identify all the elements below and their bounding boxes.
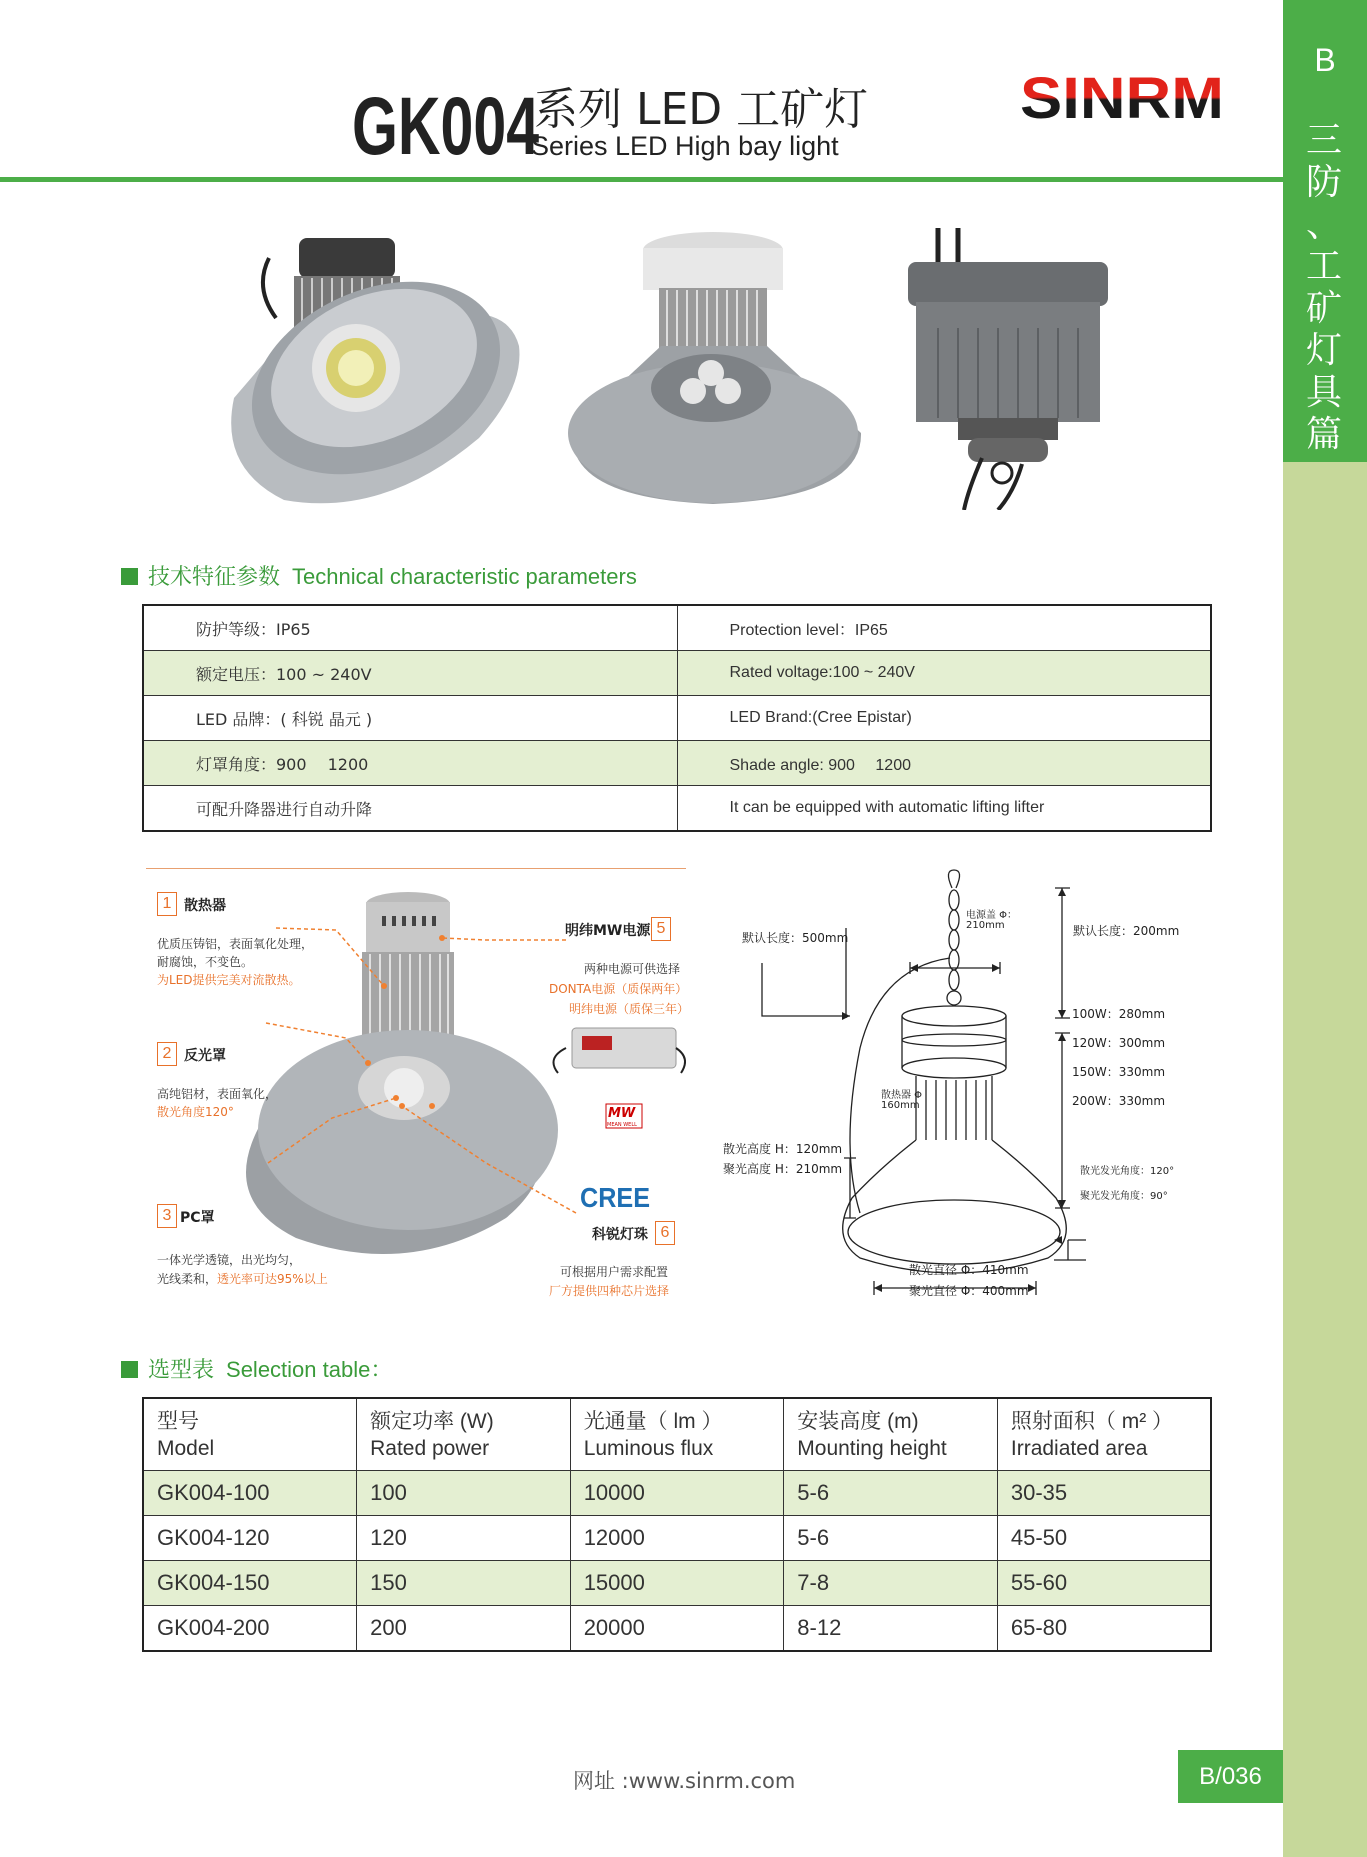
chapter-char: 矿 [1305,288,1344,329]
feature-title: 科锐灯珠 [592,1227,648,1243]
dim-label: 210mm [966,920,1005,931]
section-title-cn: 技术特征参数 [148,565,281,590]
table-cell: 15000 [570,1561,784,1606]
title-cn: 系列 LED 工矿灯 [534,84,869,135]
feature-desc: 高纯铝材，表面氧化， [157,1087,278,1101]
dim-label: 默认长度：500mm [742,931,849,945]
section-title-selection [121,1353,392,1384]
dim-label: 100W：280mm [1072,1007,1166,1021]
dim-label: 150W：330mm [1072,1065,1166,1079]
table-cell: GK004-100 [143,1471,357,1516]
dim-label: 散热器 Φ [881,1090,923,1101]
feature-title: 散热器 [184,898,226,914]
dim-label: 散光高度 H：120mm [723,1142,843,1156]
selection-table [142,1397,1212,1652]
section-title-cn: 选型表 [148,1358,215,1383]
tech-cell-en: Rated voltage:100 ~ 240V [677,651,1211,696]
feature-desc: 厂方提供四种芯片选择 [549,1284,670,1298]
chapter-char: 灯 [1305,330,1344,371]
column-header: 光通量（ lm ） Luminous flux [570,1398,784,1471]
section-title-tech [121,560,637,591]
feature-desc: 两种电源可供选择 [584,962,681,976]
title-en: Series LED High bay light [531,131,839,161]
feature-desc: 耐腐蚀，不变色。 [157,955,254,969]
tech-row [143,741,1211,786]
section-title-en: Selection table： [226,1357,393,1382]
feature-number: 5 [651,917,671,941]
feature-desc: DONTA电源（质保两年） [549,982,688,996]
table-row [143,1561,1211,1606]
feature-desc: 光线柔和，透光率可达95%以上 [157,1272,328,1286]
table-cell: 45-50 [997,1516,1211,1561]
dim-label: 散光直径 Φ：410mm [909,1263,1029,1277]
column-header: 照射面积（ m² ） Irradiated area [997,1398,1211,1471]
dim-label: 120W：300mm [1072,1036,1166,1050]
feature-desc: 一体光学透镜，出光均匀， [157,1253,302,1267]
table-cell: 10000 [570,1471,784,1516]
feature-desc: 为LED提供完美对流散热。 [157,973,301,987]
dim-label: 200W：330mm [1072,1094,1166,1108]
square-bullet-icon [121,1361,138,1378]
table-row [143,1516,1211,1561]
feature-number: 1 [157,892,177,916]
table-cell: GK004-120 [143,1516,357,1561]
logo-text: SINRM [1020,70,1224,126]
table-cell: 5-6 [784,1516,998,1561]
feature-title: 明纬MW电源 [565,923,651,939]
tech-row [143,786,1211,832]
square-bullet-icon [121,568,138,585]
tech-cell-cn: 可配升降器进行自动升降 [143,786,677,832]
header-rule [0,177,1283,182]
chapter-char: 篇 [1305,414,1344,455]
chapter-char: 具 [1305,372,1344,413]
feature-number: 2 [157,1042,177,1066]
chapter-title [1283,120,1367,456]
column-header: 型号 Model [143,1398,357,1471]
meanwell-logo: MW [608,1106,636,1121]
table-cell: 20000 [570,1606,784,1652]
product-photo-3 [898,228,1114,510]
tech-row [143,651,1211,696]
feature-desc: 散光角度120° [157,1105,234,1119]
feature-title: 反光罩 [184,1048,226,1064]
table-cell: 100 [357,1471,571,1516]
feature-desc: 可根据用户需求配置 [560,1265,669,1279]
section-title-en: Technical characteristic parameters [292,564,637,589]
tech-cell-en: LED Brand:(Cree Epistar) [677,696,1211,741]
cree-logo: CREE [580,1182,651,1213]
tech-cell-cn: LED 品牌：( 科锐 晶元 ) [143,696,677,741]
table-cell: 30-35 [997,1471,1211,1516]
table-cell: GK004-150 [143,1561,357,1606]
feature-desc: 优质压铸铝，表面氧化处理， [157,937,314,951]
table-cell: 120 [357,1516,571,1561]
feature-desc: 明纬电源（质保三年） [569,1002,690,1016]
model-title: GK004 [352,81,540,172]
table-cell: 7-8 [784,1561,998,1606]
website-url: 网址 :www.sinrm.com [573,1769,796,1793]
table-cell: GK004-200 [143,1606,357,1652]
dim-label: 聚光直径 Φ：400mm [909,1284,1029,1298]
chapter-tab [1283,0,1367,462]
product-photo-1 [214,228,534,510]
tech-table [142,604,1212,832]
table-cell: 150 [357,1561,571,1606]
feature-number: 3 [157,1204,177,1228]
table-cell: 5-6 [784,1471,998,1516]
chapter-char: 三 [1305,120,1344,161]
chapter-char: 防 [1305,162,1344,203]
feature-title: PC罩 [180,1210,215,1226]
tech-row [143,696,1211,741]
dim-label: 电源盖 Φ： [966,910,1018,921]
tech-cell-cn: 灯罩角度：900 1200 [143,741,677,786]
dim-label: 散光发光角度：120° [1080,1166,1175,1177]
table-row [143,1471,1211,1516]
tech-cell-en: It can be equipped with automatic lifting lifter [677,786,1211,832]
column-header: 安装高度 (m) Mounting height [784,1398,998,1471]
chapter-char: 、 [1305,204,1344,245]
table-cell: 8-12 [784,1606,998,1652]
product-photo-2 [563,228,869,508]
table-cell: 12000 [570,1516,784,1561]
dim-label: 聚光高度 H：210mm [723,1162,843,1176]
table-row [143,1606,1211,1652]
table-cell: 65-80 [997,1606,1211,1652]
dim-label: 聚光发光角度：90° [1080,1191,1168,1202]
meanwell-logo-sub: MEAN WELL [607,1122,637,1128]
page-number: B/036 [1178,1750,1283,1803]
tech-row [143,605,1211,651]
tech-cell-en: Protection level：IP65 [677,605,1211,651]
tech-cell-en: Shade angle: 900 1200 [677,741,1211,786]
tech-cell-cn: 防护等级：IP65 [143,605,677,651]
table-cell: 200 [357,1606,571,1652]
chapter-char: 工 [1305,246,1344,287]
table-cell: 55-60 [997,1561,1211,1606]
sinrm-logo [1018,70,1228,126]
dim-label: 默认长度：200mm [1073,924,1180,938]
feature-number: 6 [655,1221,675,1245]
chapter-letter: B [1314,42,1336,78]
tech-cell-cn: 额定电压：100 ~ 240V [143,651,677,696]
dim-label: 160mm [881,1100,920,1111]
column-header: 额定功率 (W) Rated power [357,1398,571,1471]
